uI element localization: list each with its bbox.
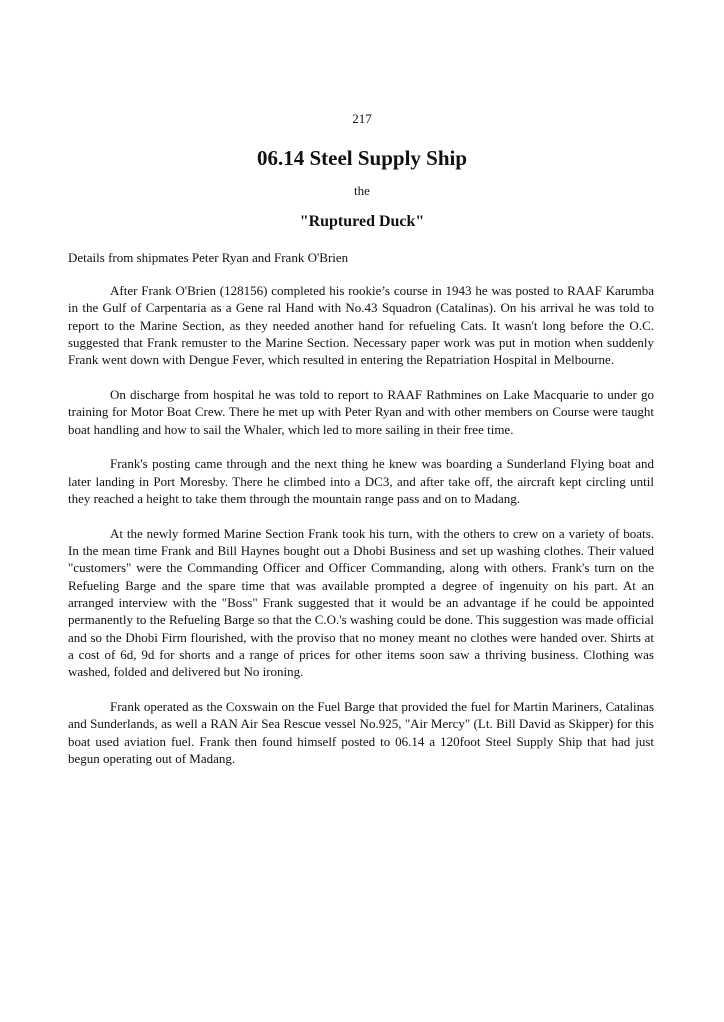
title-connector: the xyxy=(354,183,370,198)
source-line: Details from shipmates Peter Ryan and Frank O'Brien xyxy=(68,250,349,265)
page-subtitle: "Ruptured Duck" xyxy=(299,213,425,230)
paragraph: On discharge from hospital he was told to report to RAAF Rathmines on Lake Macquarie to under go training for Motor Boat Crew. There he met up with Peter Ryan and with other members on Course were taught boat handling and how to sail the Whaler, which led to more sailing in their free time. xyxy=(68,386,654,437)
body-text xyxy=(68,282,654,785)
paragraph: After Frank O'Brien (128156) completed his rookie’s course in 1943 he was posted to RAAF Karumba in the Gulf of Carpentaria as a Gene ral Hand with No.43 Squadron (Catalinas). On his arrival he was told to report to the Marine Section, as they needed another hand for refueling Cats. It wasn't long before the O.C. suggested that Frank remuster to the Marine Section. Necessary paper work was put in motion when suddenly Frank went down with Dengue Fever, which resulted in entering the Repatriation Hospital in Melbourne. xyxy=(68,283,654,368)
page-title: 06.14 Steel Supply Ship xyxy=(256,146,468,170)
paragraph: At the newly formed Marine Section Frank took his turn, with the others to crew on a variety of boats. In the mean time Frank and Bill Haynes bought out a Dhobi Business and set up washing clothes. Their valued "customers" were the Commanding Officer and Officer Commanding, along with others. Frank's turn on the Refueling Barge and the spare time that was available prompted a degree of ingenuity on his part. At an arranged interview with the "Boss" Frank suggested that it would be an advantage if he could be appointed permanently to the Refueling Barge so that the C.O.'s washing could be done. This suggestion was made official and so the Dhobi Firm flourished, with the proviso that no money meant no clothes were handed over. Shirts at a cost of 6d, 9d for shorts and a range of prices for other items soon saw a thriving business. Clothing was washed, folded and delivered but No ironing. xyxy=(68,525,654,680)
page-number: 217 xyxy=(352,111,372,126)
paragraph: Frank's posting came through and the next thing he knew was boarding a Sunderland Flying boat and later landing in Port Moresby. There he climbed into a DC3, and after take off, the aircraft kept circling until they reached a height to take them through the mountain range pass and on to Madang. xyxy=(68,456,654,506)
paragraph: Frank operated as the Coxswain on the Fuel Barge that provided the fuel for Martin Mariners, Catalinas and Sunderlands, as well a RAN Air Sea Rescue vessel No.925, "Air Mercy" (Lt. Bill David as Skipper) for this boat used aviation fuel. Frank then found himself posted to 06.14 a 120foot Steel Supply Ship that had just begun operating out of Madang. xyxy=(68,698,654,766)
